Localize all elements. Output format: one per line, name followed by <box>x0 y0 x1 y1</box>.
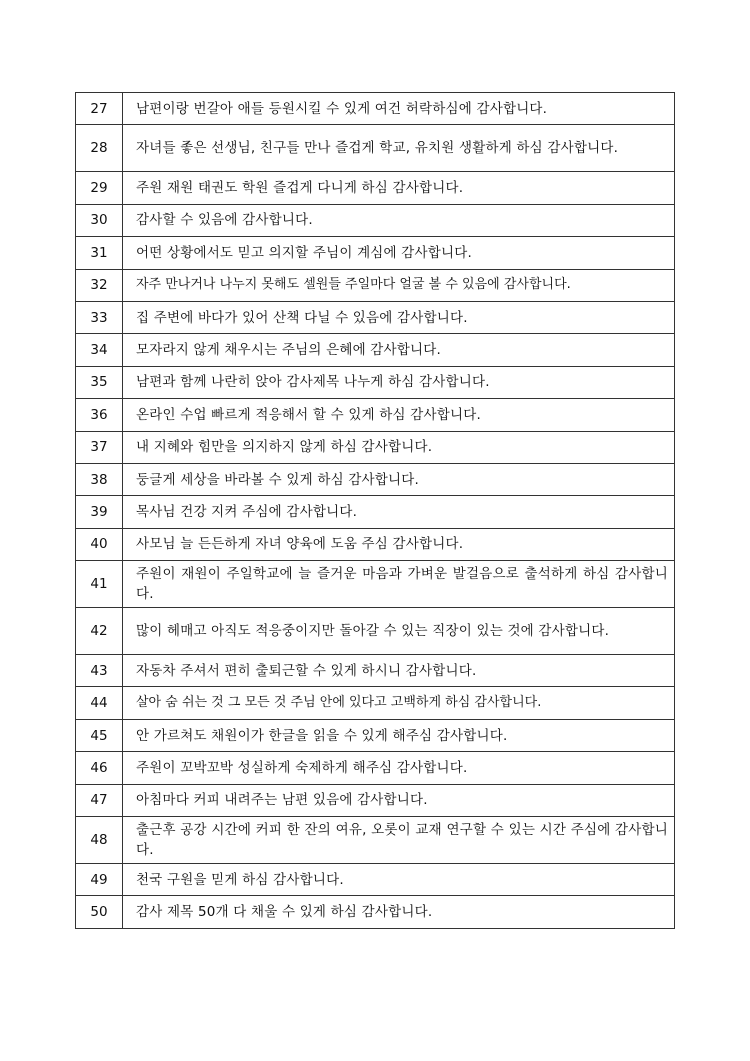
row-number: 32 <box>76 269 123 301</box>
row-number: 28 <box>76 125 123 172</box>
row-number: 35 <box>76 366 123 398</box>
row-number: 45 <box>76 719 123 751</box>
row-number: 40 <box>76 528 123 560</box>
table-row <box>76 496 675 528</box>
row-text: 감사할 수 있음에 감사합니다. <box>123 204 675 236</box>
table-row <box>76 204 675 236</box>
row-number: 44 <box>76 687 123 719</box>
row-text: 둥글게 세상을 바라볼 수 있게 하심 감사합니다. <box>123 463 675 495</box>
table-row <box>76 608 675 655</box>
row-number: 47 <box>76 784 123 816</box>
table-row <box>76 784 675 816</box>
table-row <box>76 864 675 896</box>
table-row <box>76 431 675 463</box>
table-row <box>76 719 675 751</box>
row-number: 27 <box>76 93 123 125</box>
table-row <box>76 125 675 172</box>
row-text: 모자라지 않게 채우시는 주님의 은혜에 감사합니다. <box>123 334 675 366</box>
row-number: 41 <box>76 561 123 608</box>
table-row <box>76 655 675 687</box>
row-number: 37 <box>76 431 123 463</box>
table-row <box>76 269 675 301</box>
table-row <box>76 172 675 204</box>
row-number: 39 <box>76 496 123 528</box>
row-text: 주원 재원 태권도 학원 즐겁게 다니게 하심 감사합니다. <box>123 172 675 204</box>
row-number: 31 <box>76 237 123 269</box>
row-text: 자동차 주셔서 편히 출퇴근할 수 있게 하시니 감사합니다. <box>123 655 675 687</box>
row-text: 많이 헤매고 아직도 적응중이지만 돌아갈 수 있는 직장이 있는 것에 감사합니다. <box>123 608 675 655</box>
row-text: 출근후 공강 시간에 커피 한 잔의 여유, 오롯이 교재 연구할 수 있는 시간 주심에 감사합니다. <box>123 817 675 864</box>
table-row <box>76 334 675 366</box>
table-row <box>76 752 675 784</box>
row-number: 48 <box>76 817 123 864</box>
row-text: 안 가르쳐도 채원이가 한글을 읽을 수 있게 해주심 감사합니다. <box>123 719 675 751</box>
row-text: 아침마다 커피 내려주는 남편 있음에 감사합니다. <box>123 784 675 816</box>
row-text: 주원이 재원이 주일학교에 늘 즐거운 마음과 가벼운 발걸음으로 출석하게 하심 감사합니다. <box>123 561 675 608</box>
row-number: 36 <box>76 399 123 431</box>
gratitude-table-body <box>76 93 675 929</box>
row-number: 30 <box>76 204 123 236</box>
row-text: 천국 구원을 믿게 하심 감사합니다. <box>123 864 675 896</box>
row-text: 남편이랑 번갈아 애들 등원시킬 수 있게 여건 허락하심에 감사합니다. <box>123 93 675 125</box>
row-text: 자주 만나거나 나누지 못해도 셀원들 주일마다 얼굴 볼 수 있음에 감사합니다. <box>123 269 675 301</box>
table-row <box>76 301 675 333</box>
row-text: 목사님 건강 지켜 주심에 감사합니다. <box>123 496 675 528</box>
row-text: 살아 숨 쉬는 것 그 모든 것 주님 안에 있다고 고백하게 하심 감사합니다. <box>123 687 675 719</box>
row-number: 49 <box>76 864 123 896</box>
row-text: 감사 제목 50개 다 채울 수 있게 하심 감사합니다. <box>123 896 675 928</box>
table-row <box>76 399 675 431</box>
table-row <box>76 561 675 608</box>
row-number: 43 <box>76 655 123 687</box>
row-text: 내 지혜와 힘만을 의지하지 않게 하심 감사합니다. <box>123 431 675 463</box>
row-text: 어떤 상황에서도 믿고 의지할 주님이 계심에 감사합니다. <box>123 237 675 269</box>
row-number: 38 <box>76 463 123 495</box>
table-row <box>76 896 675 928</box>
row-number: 42 <box>76 608 123 655</box>
row-text: 주원이 꼬박꼬박 성실하게 숙제하게 해주심 감사합니다. <box>123 752 675 784</box>
row-text: 온라인 수업 빠르게 적응해서 할 수 있게 하심 감사합니다. <box>123 399 675 431</box>
row-text: 사모님 늘 든든하게 자녀 양육에 도움 주심 감사합니다. <box>123 528 675 560</box>
row-text: 집 주변에 바다가 있어 산책 다닐 수 있음에 감사합니다. <box>123 301 675 333</box>
table-row <box>76 528 675 560</box>
table-row <box>76 817 675 864</box>
row-number: 29 <box>76 172 123 204</box>
row-text: 남편과 함께 나란히 앉아 감사제목 나누게 하심 감사합니다. <box>123 366 675 398</box>
table-row <box>76 463 675 495</box>
row-number: 34 <box>76 334 123 366</box>
row-number: 50 <box>76 896 123 928</box>
table-row <box>76 366 675 398</box>
table-row <box>76 687 675 719</box>
table-row <box>76 93 675 125</box>
row-text: 자녀들 좋은 선생님, 친구들 만나 즐겁게 학교, 유치원 생활하게 하심 감사합니다. <box>123 125 675 172</box>
table-row <box>76 237 675 269</box>
gratitude-table <box>75 92 675 929</box>
row-number: 46 <box>76 752 123 784</box>
row-number: 33 <box>76 301 123 333</box>
